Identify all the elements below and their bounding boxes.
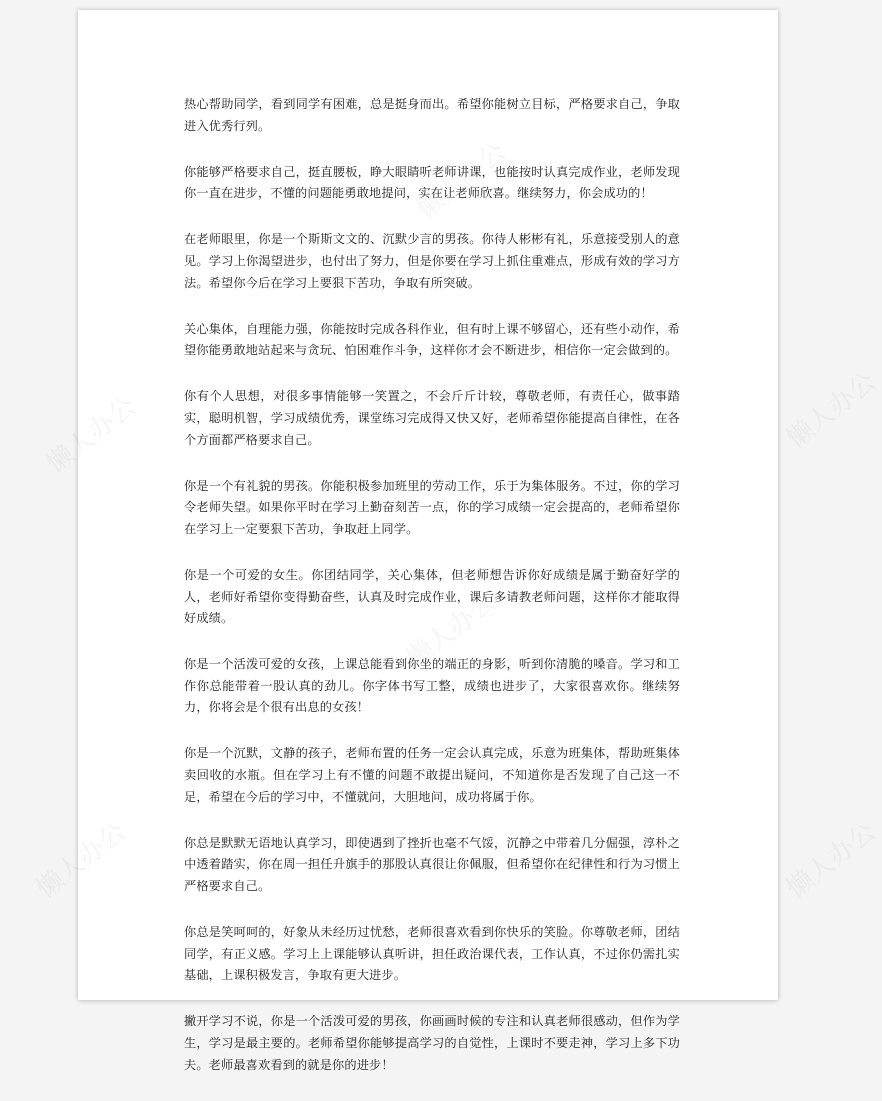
document-body: [184, 94, 680, 1101]
paragraph: 你是一个沉默，文静的孩子，老师布置的任务一定会认真完成，乐意为班集体，帮助班集体卖回收的水瓶。但在学习上有不懂的问题不敢提出疑问，不知道你是否发现了自己这一不足，希望在今后的学习中，不懂就问，大胆地问，成功将属于你。: [184, 746, 680, 804]
paragraph: 你是一个活泼可爱的女孩，上课总能看到你坐的端正的身影，听到你清脆的嗓音。学习和工作你总能带着一股认真的劲儿。你字体书写工整，成绩也进步了，大家很喜欢你。继续努力，你将会是个很有出息的女孩！: [184, 657, 680, 715]
paragraph: 你是一个可爱的女生。你团结同学，关心集体，但老师想告诉你好成绩是属于勤奋好学的人，老师好希望你变得勤奋些，认真及时完成作业，课后多请教老师问题，这样你才能取得好成绩。: [184, 567, 680, 626]
watermark: 懒人办公: [31, 816, 132, 905]
watermark: 懒人办公: [781, 366, 882, 455]
watermark: 懒人办公: [411, 136, 512, 225]
paragraph: 热心帮助同学，看到同学有困难，总是挺身而出。希望你能树立目标，严格要求自己，争取进入优秀行列。: [184, 97, 680, 133]
watermark: 懒人办公: [781, 816, 882, 905]
paragraph: 你总是笑呵呵的，好象从未经历过忧愁，老师很喜欢看到你快乐的笑脸。你尊敬老师，团结同学，有正义感。学习上上课能够认真听讲，担任政治课代表，工作认真，不过你仍需扎实基础，上课积极发言，争取有更大进步。: [184, 925, 680, 983]
document-page: [31, 10, 882, 1072]
paragraph: 你总是默默无语地认真学习，即使遇到了挫折也毫不气馁，沉静之中带着几分倔强，淳朴之中透着踏实，你在周一担任升旗手的那股认真很让你佩服，但希望你在纪律性和行为习惯上严格要求自己。: [184, 835, 680, 893]
paragraph: 你能够严格要求自己，挺直腰板，睁大眼睛听老师讲课，也能按时认真完成作业，老师发现你一直在进步，不懂的问题能勇敢地提问，实在让老师欣喜。继续努力，你会成功的！: [184, 164, 680, 201]
paragraph: 关心集体，自理能力强，你能按时完成各科作业，但有时上课不够留心，还有些小动作，希望你能勇敢地站起来与贪玩、怕困难作斗争，这样你才会不断进步，相信你一定会做到的。: [184, 321, 680, 358]
paragraph: 在老师眼里，你是一个斯斯文文的、沉默少言的男孩。你待人彬彬有礼，乐意接受别人的意见。学习上你渴望进步，也付出了努力，但是你要在学习上抓住重难点，形成有效的学习方法。希望你今后在学习上要狠下苦功，争取有所突破。: [184, 232, 680, 290]
paragraph: 你有个人思想，对很多事情能够一笑置之，不会斤斤计较，尊敬老师，有责任心，做事踏实，聪明机智，学习成绩优秀，课堂练习完成得又快又好，老师希望你能提高自律性，在各个方面都严格要求自己。: [184, 389, 680, 447]
paragraph: 你是一个有礼貌的男孩。你能积极参加班里的劳动工作，乐于为集体服务。不过，你的学习令老师失望。如果你平时在学习上勤奋刻苦一点，你的学习成绩一定会提高的，老师希望你在学习上一定要狠下苦功，争取赶上同学。: [184, 478, 680, 536]
watermark: 懒人办公: [401, 586, 502, 675]
paragraph: 撇开学习不说，你是一个活泼可爱的男孩，你画画时候的专注和认真老师很感动，但作为学生，学习是最主要的。老师希望你能够提高学习的自觉性，上课时不要走神，学习上多下功夫。老师最喜欢看到的就是你的进步！: [184, 1014, 680, 1072]
watermark: 懒人办公: [41, 391, 142, 480]
